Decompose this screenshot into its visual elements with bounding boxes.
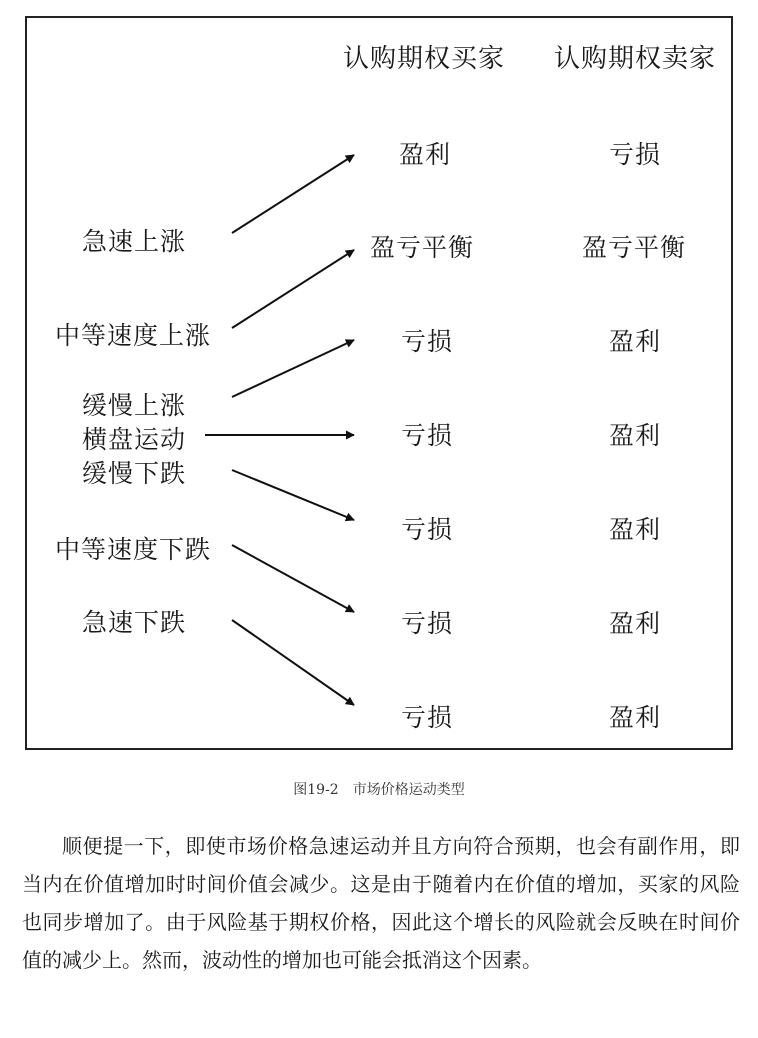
arrow	[232, 620, 354, 705]
seller-outcome: 盈利	[609, 421, 662, 450]
body-paragraph: 顺便提一下，即使市场价格急速运动并且方向符合预期，也会有副作用，即当内在价值增加时时间价值会减少。这是由于随着内在价值的增加，买家的风险也同步增加了。由于风险基于期权价格，因此这个增长的风险就会反映在时间价值的减少上。然而，波动性的增加也可能会抵消这个因素。	[22, 834, 740, 972]
movement-label: 缓慢下跌	[82, 459, 187, 488]
buyer-outcome: 亏损	[401, 703, 454, 732]
figure-caption: 图19-2 市场价格运动类型	[293, 782, 465, 798]
seller-outcome: 亏损	[609, 140, 662, 169]
movement-label: 中等速度上涨	[55, 321, 212, 350]
seller-outcome: 盈亏平衡	[582, 233, 687, 262]
seller-outcome: 盈利	[609, 609, 662, 638]
arrow	[232, 250, 354, 328]
header-call-buyer: 认购期权买家	[343, 44, 506, 74]
seller-outcome: 盈利	[609, 515, 662, 544]
movement-label: 中等速度下跌	[55, 535, 212, 564]
arrow	[232, 340, 354, 397]
body-paragraph-container	[22, 827, 740, 979]
seller-outcome: 盈利	[609, 703, 662, 732]
buyer-outcome: 亏损	[401, 609, 454, 638]
arrow	[232, 545, 354, 612]
buyer-outcome: 亏损	[401, 515, 454, 544]
arrow	[232, 155, 354, 233]
buyer-outcome: 盈亏平衡	[370, 233, 475, 262]
movement-label: 横盘运动	[82, 425, 187, 454]
movement-label: 急速上涨	[82, 227, 187, 256]
seller-outcome: 盈利	[609, 327, 662, 356]
arrow	[232, 470, 354, 520]
header-call-seller: 认购期权卖家	[554, 44, 717, 74]
buyer-outcome: 亏损	[401, 327, 454, 356]
buyer-outcome: 盈利	[399, 140, 452, 169]
buyer-outcome: 亏损	[401, 421, 454, 450]
movement-label: 急速下跌	[82, 608, 187, 637]
movement-label: 缓慢上涨	[82, 391, 187, 420]
